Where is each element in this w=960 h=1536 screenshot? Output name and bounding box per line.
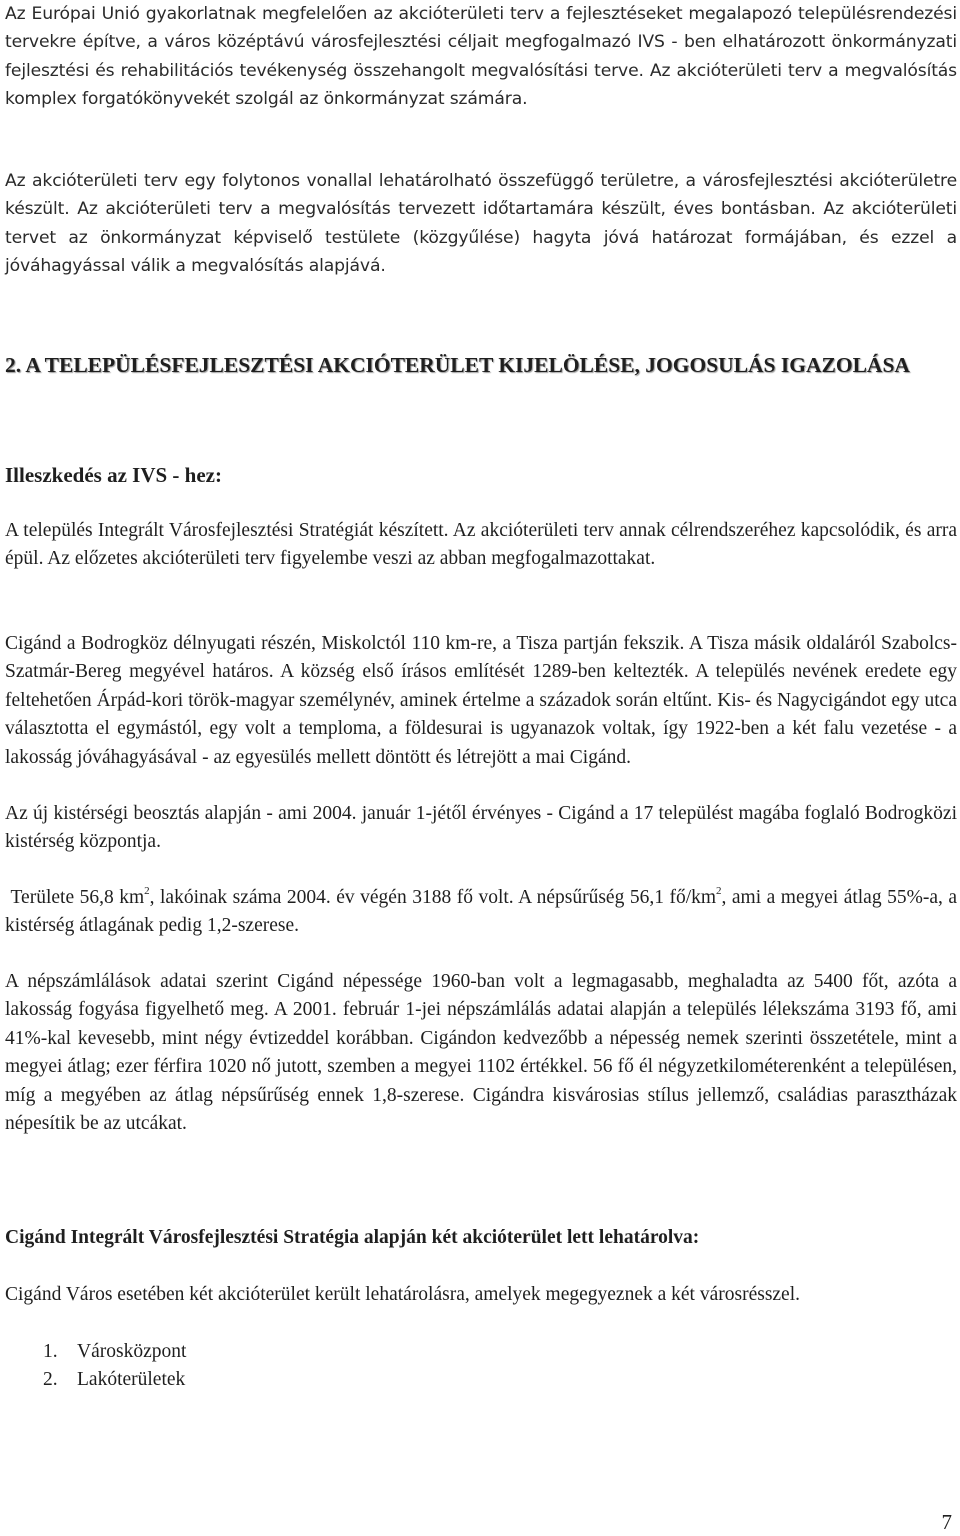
section-number: 2. [5, 353, 22, 377]
list-item [43, 1366, 186, 1394]
list-item-number: 2. [43, 1369, 58, 1391]
intro-paragraph-1-block [5, 0, 957, 114]
page-number: 7 [941, 1510, 952, 1534]
list-item-label: Városközpont [77, 1341, 187, 1362]
ivs-paragraph-5-block [5, 968, 957, 1138]
strategy-heading: Cigánd Integrált Városfejlesztési Stratégia alapján két akcióterület lett lehatárolva: [5, 1227, 700, 1248]
ivs-paragraph-1-block [5, 517, 957, 574]
list-item-number: 1. [43, 1341, 58, 1362]
ivs-paragraph-5: A népszámlálások adatai szerint Cigánd népessége 1960-ban volt a legmagasabb, meghaladta az 5400 főt, azóta a lakosság fogyása figyelhető meg. A 2001. február 1-jei népszámlálás adatai alapján a település lélekszáma 3193 fő, ami 41%-kal kevesebb, mint négy évtizeddel korábban. Cigándon kedvezőbb a népesség nemek szerinti összetétele, mint a megyei átlag; ezer férfira 1020 nő jutott, szemben a megyei 1102 értékkel. 56 fő él négyzetkilométerenként a településen, míg a megyében az átlag népsűrűség ennek 1,8-szerese. Cigándra kisvárosias stílus jellemző, családias parasztházak népesítik be az utcákat. [5, 971, 957, 1135]
area-text: Területe 56,8 km [10, 887, 145, 908]
ivs-paragraph-3: Az új kistérségi beosztás alapján - ami 2004. január 1-jétől érvényes - Cigánd a 17 települést magába foglaló Bodrogközi kistérség központja. [5, 803, 957, 853]
area-superscript: 2 [144, 884, 150, 897]
list-item-label: Lakóterületek [77, 1369, 186, 1391]
ivs-paragraph-2: Cigánd a Bodrogköz délnyugati részén, Miskolctól 110 km-re, a Tisza partján fekszik. A Tisza másik oldaláról Szabolcs-Szatmár-Bereg megyével határos. A község első írásos említését 1289-ben keltezték. A település nevének eredete egy feltehetően Árpád-kori török-magyar személynév, aminek értelme a századok során eltűnt. Kis- és Nagycigándot egy utca választotta el egymástól, egy volt a temploma, a földesurai is ugyanazok voltak, így 1922-ben a két falu vezetése - a lakosság jóváhagyásával - az egyesülés mellett döntött és létrejött a mai Cigánd. [5, 633, 957, 768]
ivs-paragraph-3-block [5, 800, 957, 857]
ivs-paragraph-2-block [5, 630, 957, 772]
ivs-paragraph-4 [5, 884, 957, 941]
intro-paragraph-2: Az akcióterületi terv egy folytonos vonallal lehatárolható összefüggő területre, a városfejlesztési akcióterületre készült. Az akcióterületi terv a megvalósítás tervezett időtartamára készült, éves bontásban. Az akcióterületi tervet az önkormányzat képviselő testülete (közgyűlése) hagyta jóvá határozat formájában, és ezzel a jóváhagyással válik a megvalósítás alapjává. [5, 171, 957, 277]
average-text: , ami a megyei átlag 55%-a, a kistérség átlagának pedig 1,2-szerese. [5, 887, 958, 937]
population-text: , lakóinak száma 2004. év végén 3188 fő volt. A népsűrűség 56,1 fő/km [149, 887, 717, 908]
density-superscript: 2 [716, 884, 722, 897]
section-title-text: A TELEPÜLÉSFEJLESZTÉSI AKCIÓTERÜLET KIJELÖLÉSE, JOGOSULÁS IGAZOLÁSA [25, 353, 910, 377]
strategy-paragraph-block [5, 1281, 957, 1309]
ivs-heading: Illeszkedés az IVS - hez: [5, 463, 222, 487]
action-area-list [43, 1338, 186, 1395]
intro-paragraph-1: Az Európai Unió gyakorlatnak megfelelően az akcióterületi terv a fejlesztéseket megalapozó településrendezési tervekre építve, a város középtávú városfejlesztési céljait megfogalmazó IVS - ben elhatározott önkormányzati fejlesztési és rehabilitációs tevékenység összehangolt megvalósítási terve. Az akcióterületi terv a megvalósítás komplex forgatókönyvekét szolgál az önkormányzat számára. [5, 4, 957, 110]
strategy-paragraph: Cigánd Város esetében két akcióterület került lehatárolásra, amelyek megegyeznek a két városrésszel. [5, 1284, 801, 1305]
ivs-paragraph-1: A település Integrált Városfejlesztési Stratégiát készített. Az akcióterületi terv annak célrendszeréhez kapcsolódik, és arra épül. Az előzetes akcióterületi terv figyelembe veszi az abban megfogalmazottakat. [5, 520, 957, 570]
intro-paragraph-2-block [5, 167, 957, 281]
list-item [43, 1338, 186, 1366]
section-title [5, 350, 957, 380]
ivs-paragraph-4-block [5, 884, 957, 941]
